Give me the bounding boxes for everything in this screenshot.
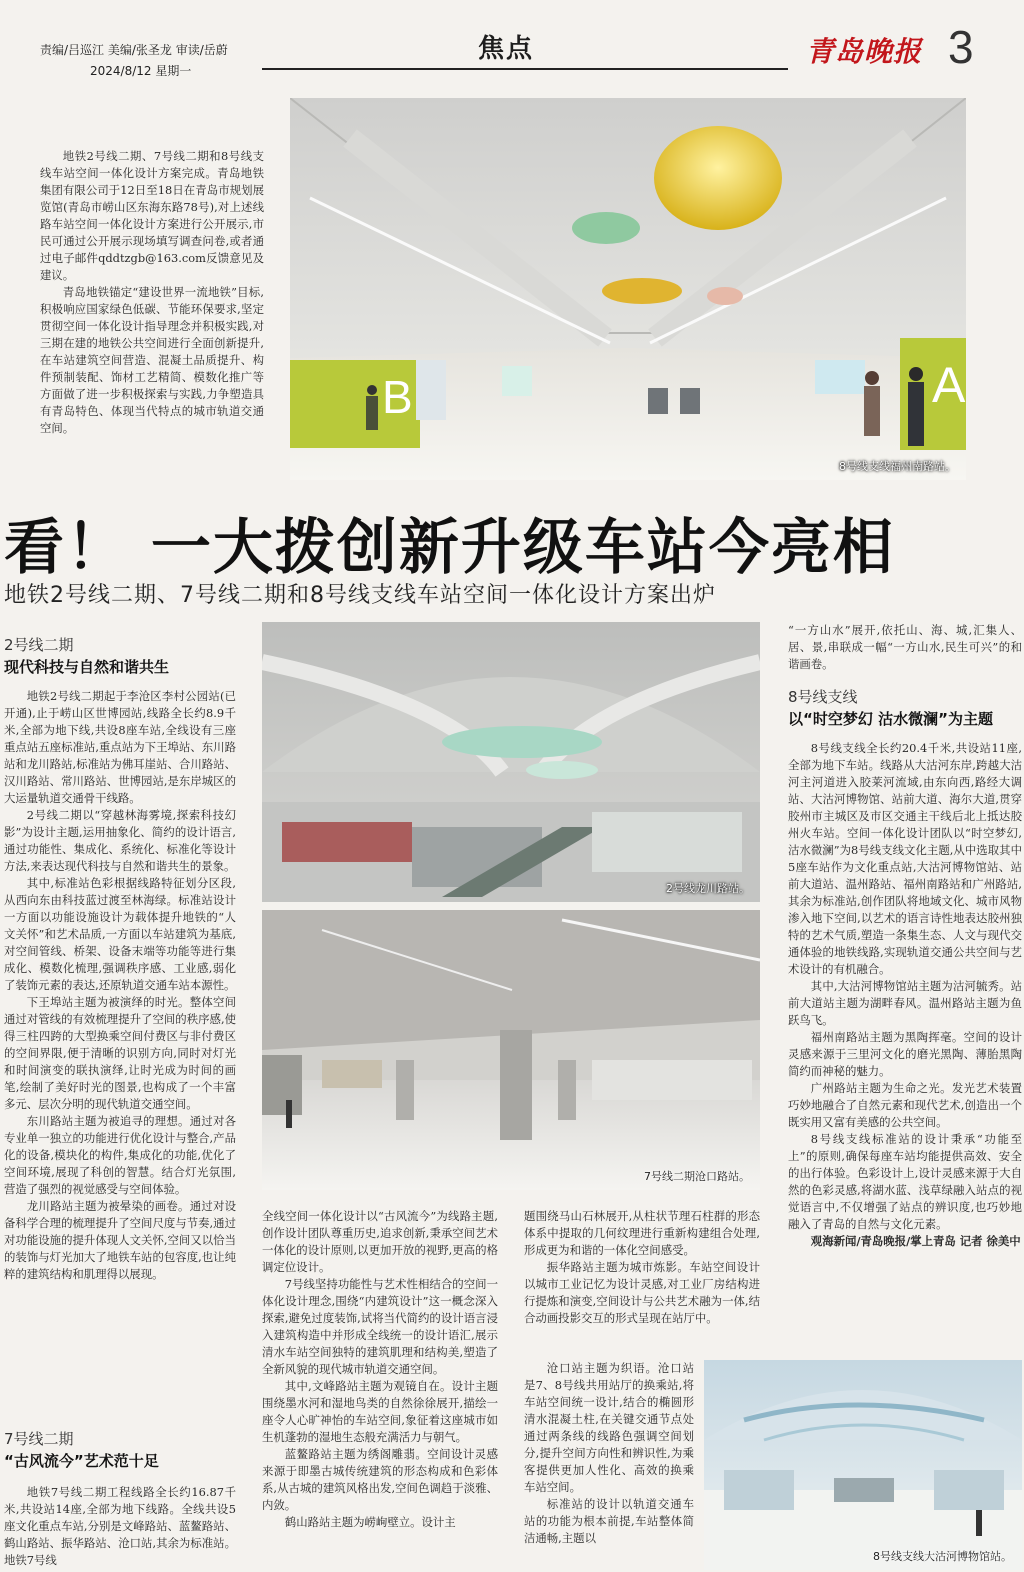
- photo-longchuan-station: [262, 622, 760, 902]
- line8-paragraph: 其中,大沽河博物馆站主题为沽河毓秀。站前大道站主题为湖畔春风。温州路站主题为鱼跃鸟飞。: [788, 979, 1022, 1027]
- line2-paragraph: 其中,标准站色彩根据线路特征划分区段,从西向东由科技蓝过渡至林海绿。标准站设计一方面以功能设施设计为载体提升地铁的“人文关怀”和艺术品质,一方面以车站建筑为基底,对空间管线、桥架、设备末端等功能等进行集成化、模数化梳理,强调秩序感、工业感,弱化了装饰元素的表达,还原轨道交通车站本源性。: [4, 876, 236, 992]
- line7-title: “古风流今”艺术范十足: [4, 1452, 159, 1470]
- line7-body: [4, 1484, 236, 1570]
- line2-body: [4, 688, 236, 1283]
- third-paragraph: 振华路站主题为城市炼影。车站空间设计以城市工业记忆为设计灵感,对工业厂房结构进行提炼和演变,空间设计与公共艺术融为一体,结合动画投影交互的形式呈现在站厅中。: [524, 1260, 760, 1325]
- middle-paragraph: 蓝鳌路站主题为绣阁雕翡。空间设计灵感来源于即墨古城传统建筑的形态构成和色彩体系,从古城的建筑风格出发,空间色调趋于淡雅、内敛。: [262, 1447, 498, 1512]
- line2-paragraph: 2号线二期以“穿越林海雾境,探索科技幻影”为设计主题,运用抽象化、简约的设计语言,通过功能性、集成化、系统化、标准化等设计方法,来表达现代科技与自然和谐共生的景象。: [4, 808, 236, 873]
- newspaper-logo: 青岛晚报: [806, 35, 923, 68]
- line7-continued-body: [262, 1208, 498, 1570]
- station-render-fuzhou: [290, 98, 966, 480]
- middle-paragraph: 鹤山路站主题为崂峋壁立。设计主: [284, 1515, 456, 1529]
- line8-paragraph: 广州路站主题为生命之光。发光艺术装置巧妙地融合了自然元素和现代艺术,创造出一个既实用又富有美感的公共空间。: [788, 1081, 1022, 1129]
- ceiling-lamp-yellow: [654, 126, 782, 230]
- line2-kicker: 2号线二期: [4, 636, 74, 654]
- middle-paragraph: 7号线坚持功能性与艺术性相结合的空间一体化设计理念,围绕“内建筑设计”这一概念深入探索,避免过度装饰,试将当代简约的设计语言浸入建筑构造中并形成全线统一的设计语汇,展示清水车站空间独特的建筑肌理和结构美,塑造了全新风貌的现代城市轨道交通空间。: [262, 1277, 498, 1376]
- station-render-cangkou: [262, 910, 760, 1190]
- line2-title: 现代科技与自然和谐共生: [4, 658, 170, 676]
- line7-end-body: [788, 622, 1022, 673]
- photo-fuzhou-station: [290, 98, 966, 480]
- third-paragraph: 题围绕马山石林展开,从柱状节理石柱群的形态体系中提取的几何纹理进行重新构建组合处理,形成更为和谐的一体化空间感受。: [524, 1209, 760, 1257]
- lead-text: [40, 148, 264, 437]
- third-paragraph: 沧口站主题为织语。沧口站是7、8号线共用站厅的换乘站,将车站空间统一设计,结合的椭圆形清水混凝土柱,在关键交通节点处通过两条线的线路色强调空间划分,提升空间方向性和辨识性,为乘客提供更加人性化、高效的换乘车站空间。: [524, 1361, 694, 1494]
- header-rule: [262, 68, 788, 70]
- ceiling-lamp-green: [442, 726, 602, 758]
- line2-paragraph: 地铁2号线二期起于李沧区李村公园站(已开通),止于崂山区世博园站,线路全长约8.9千米,全部为地下线,共设8座车站,全线设有三座重点站五座标准站,重点站为下王埠站、东川路站和龙川路站,标准站为佛耳崖站、合川路站、汉川路站、常川路站、世博园站,是东岸城区的大运量轨道交通骨干线路。: [4, 689, 236, 805]
- line7-third-body-narrow: [524, 1360, 694, 1570]
- line8-kicker: 8号线支线: [788, 688, 858, 706]
- lead-paragraph: 青岛地铁锚定“建设世界一流地铁”目标,积极响应国家绿色低碳、节能环保要求,坚定贯彻空间一体化设计指导理念并积极实践,对三期在建的地铁公共空间进行全面创新提升,在车站建筑空间营造、混凝土品质提升、构件预制装配、饰材工艺精简、模数化推广等方面做了进一步积极探索与实践,力争塑造具有青岛特色、体现当代特点的城市轨道交通空间。: [40, 285, 264, 435]
- right-top-paragraph: “一方山水”展开,依托山、海、城,汇集人、居、景,串联成一幅“一方山水,民生可兴”的和谐画卷。: [788, 623, 1022, 671]
- caption-fuzhou: 8号线支线福州南路站。: [839, 460, 956, 473]
- line7-kicker: 7号线二期: [4, 1430, 74, 1448]
- line7-third-body: [524, 1208, 760, 1358]
- line8-title: 以“时空梦幻 沽水微澜”为主题: [788, 710, 993, 728]
- sub-headline: 地铁2号线二期、7号线二期和8号线支线车站空间一体化设计方案出炉: [4, 583, 716, 608]
- line2-paragraph: 东川路站主题为被追寻的理想。通过对各专业单一独立的功能进行优化设计与整合,产品化的设备,模块化的构件,集成化的功能,优化了空间环境,展现了科创的智慧。结合灯光氛围,营造了强烈的视觉感受与空间体验。: [4, 1114, 236, 1196]
- page-number: 3: [948, 21, 974, 73]
- third-paragraph: 标准站的设计以轨道交通车站的功能为根本前提,车站整体简洁通畅,主题以: [524, 1497, 694, 1545]
- line8-body: [788, 740, 1022, 1250]
- line2-paragraph: 下王埠站主题为被演绎的时光。整体空间通过对管线的有效梳理提升了空间的秩序感,使得三柱四跨的大型换乘空间付费区与非付费区的空间界限,便于清晰的识别方向,同时对灯光和时间演变的联执演绎,让时光成为时间的画笔,绘制了美好时光的图景,也构成了一个丰富多元、层次分明的现代轨道交通空间。: [4, 995, 236, 1111]
- reporter-byline: 观海新闻/青岛晚报/掌上青岛 记者 徐美中: [810, 1234, 1021, 1248]
- line7-paragraph: 地铁7号线二期工程线路全长约16.87千米,共设站14座,全部为地下线路。全线共设5座文化重点车站,分别是文峰路站、蓝鳌路站、鹤山路站、振华路站、沧口站,其余为标准站。地铁7号线: [4, 1485, 236, 1567]
- middle-paragraph: 其中,文峰路站主题为观镜自在。设计主题围绕墨水河和湿地鸟类的自然徐徐展开,描绘一座令人心旷神怡的车站空间,象征着这座城市如生机蓬勃的湿地生态般充满活力与朝气。: [262, 1379, 498, 1444]
- caption-cangkou: 7号线二期沧口路站。: [644, 1170, 750, 1183]
- line8-paragraph: 8号线支线全长约20.4千米,共设站11座,全部为地下车站。线路从大沽河东岸,跨越大沽河主河道进入胶莱河流域,由东向西,路经大调站、大沽河博物馆、站前大道、海尔大道,贯穿胶州市主城区及市区交通主干线后北上抵达胶州火车站。空间一体化设计团队以“时空梦幻,沽水微澜”为8号线支线文化主题,从中选取其中5座车站作为文化重点站,大沽河博物馆站、站前大道站、温州路站、福州南路站和广州路站,其余为标准站,创作团队将地域文化、城市风物渗入地下空间,以艺术的语言诗性地表达胶州独特的艺术气质,塑造一条集生态、人文与现代交通体验的地铁线路,实现轨道交通公共空间与艺术设计的有机融合。: [788, 741, 1022, 976]
- issue-date: 2024/8/12 星期一: [90, 64, 192, 78]
- middle-paragraph: 全线空间一体化设计以“古风流今”为线路主题,创作设计团队尊重历史,追求创新,秉承空间艺术一体化的设计原则,以更加开放的视野,更高的格调定位设计。: [262, 1209, 498, 1274]
- section-title: 焦点: [478, 34, 535, 64]
- photo-cangkou-station: [262, 910, 760, 1190]
- main-headline: 看！ 一大拨创新升级车站今亮相: [4, 513, 895, 583]
- caption-longchuan: 2号线龙川路站。: [666, 882, 750, 895]
- caption-dagu: 8号线支线大沽河博物馆站。: [873, 1550, 1012, 1563]
- editors-line: 责编/吕巡江 美编/张圣龙 审读/岳蔚: [40, 43, 228, 57]
- line8-paragraph: 8号线支线标准站的设计秉承“功能至上”的原则,确保每座车站均能提供高效、安全的出行体验。色彩设计上,设计灵感来源于大自然的色彩灵感,将湖水蓝、浅草绿融入站点的视觉语言中,不仅增强了站点的辨识度,也巧妙地融入了青岛的自然与文化元素。: [788, 1132, 1022, 1231]
- station-render-longchuan: [262, 622, 760, 902]
- lead-paragraph: 地铁2号线二期、7号线二期和8号线支线车站空间一体化设计方案完成。青岛地铁集团有限公司于12日至18日在青岛市规划展览馆(青岛市崂山区东海东路78号),对上述线路车站空间一体化设计方案进行公开展示,市民可通过公开展示现场填写调查问卷,或者通过电子邮件qddtzgb@163.com反馈意见及建议。: [40, 149, 264, 282]
- line8-paragraph: 福州南路站主题为黑陶挥毫。空间的设计灵感来源于三里河文化的磨光黑陶、薄胎黑陶简约而神秘的魅力。: [788, 1030, 1022, 1078]
- station-sign-b: B: [382, 371, 413, 423]
- station-sign-a: A: [932, 357, 966, 413]
- station-render-dagu: [704, 1360, 1022, 1570]
- photo-dagu-museum-station: [704, 1360, 1022, 1570]
- line2-paragraph: 龙川路站主题为被晕染的画卷。通过对设备科学合理的梳理提升了空间尺度与节奏,通过对功能设施的提升体现人文关怀,空间又以恰当的装饰与灯光加大了地铁车站的包容度,也让纯粹的建筑结构和肌理得以展现。: [4, 1199, 236, 1281]
- column: [500, 1030, 532, 1140]
